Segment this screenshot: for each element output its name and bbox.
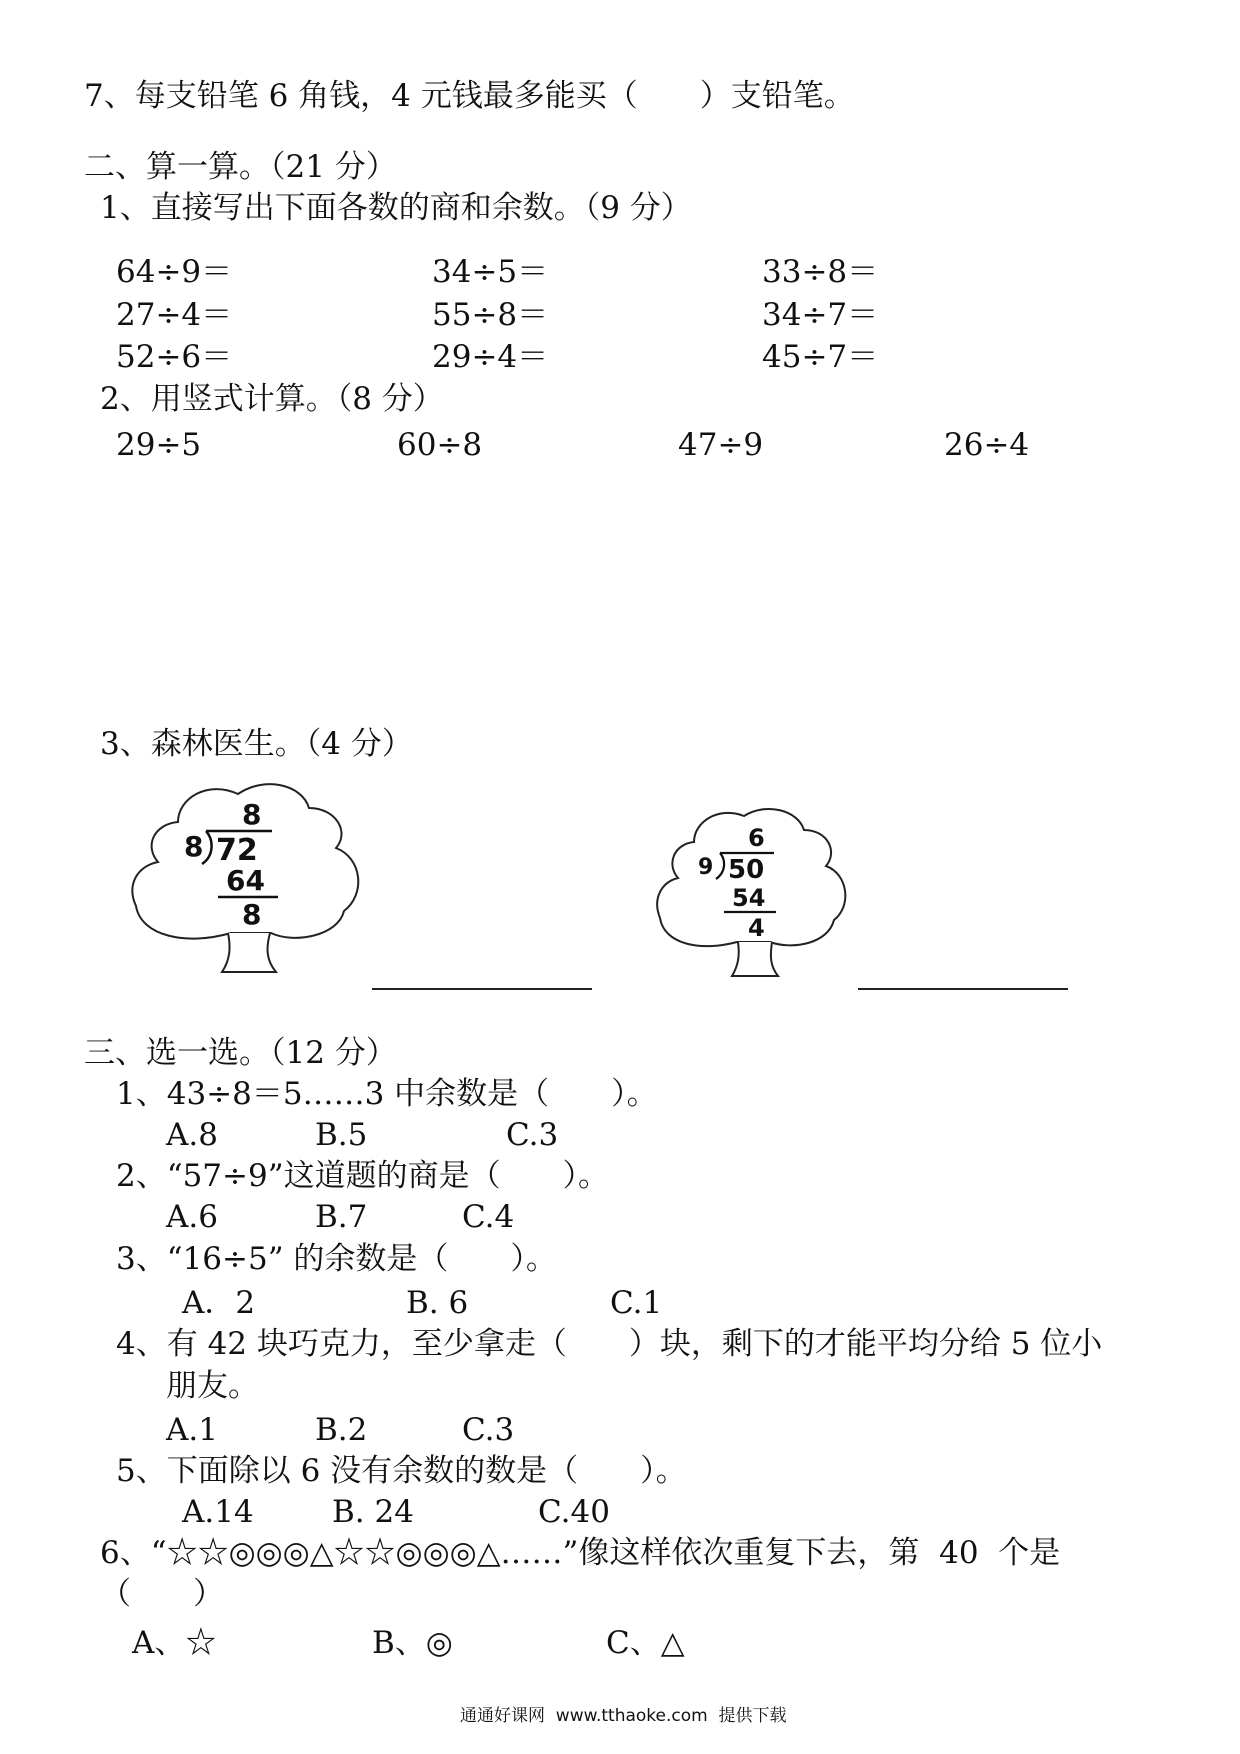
choice-q3-option-b: B. 6 [406, 1285, 469, 1321]
tree-2-dividend: 50 [728, 855, 765, 885]
tree-1-dividend: 72 [216, 833, 258, 868]
calc-r1-c2: 34÷5＝ [432, 254, 549, 290]
choice-q6-option-c: C、△ [606, 1625, 685, 1661]
tree-1-remainder: 8 [242, 898, 262, 931]
choice-q6-option-b: B、◎ [372, 1625, 453, 1661]
choice-q4: 4、有 42 块巧克力，至少拿走（ ）块，剩下的才能平均分给 5 位小 [116, 1326, 1103, 1362]
choice-q5-option-a: A.14 [182, 1494, 254, 1530]
choice-q3: 3、“16÷5” 的余数是（ ）。 [116, 1241, 557, 1277]
choice-q1-option-a: A.8 [166, 1117, 218, 1153]
calc-r3-c3: 45÷7＝ [762, 339, 879, 375]
part-3-title: 3、森林医生。（4 分） [100, 726, 413, 762]
vertical-calc-4: 26÷4 [944, 427, 1030, 463]
question-7: 7、每支铅笔 6 角钱，4 元钱最多能买（ ）支铅笔。 [84, 78, 855, 114]
choice-q2: 2、“57÷9”这道题的商是（ ）。 [116, 1158, 610, 1194]
choice-q1-option-b: B.5 [315, 1117, 368, 1153]
tree-2 [652, 802, 862, 982]
tree-1 [126, 776, 376, 976]
tree-1-quotient: 8 [242, 798, 262, 831]
choice-q3-option-c: C.1 [610, 1285, 663, 1321]
part-2-title: 2、用竖式计算。（8 分） [100, 381, 444, 417]
calc-r3-c1: 52÷6＝ [116, 339, 233, 375]
choice-q6-option-a: A、☆ [132, 1625, 217, 1661]
calc-r1-c3: 33÷8＝ [762, 254, 879, 290]
choice-q4-continued: 朋友。 [166, 1368, 259, 1404]
tree-1-trunk [222, 933, 276, 972]
calc-r3-c2: 29÷4＝ [432, 339, 549, 375]
choice-q4-option-b: B.2 [315, 1412, 368, 1448]
choice-q4-option-c: C.3 [462, 1412, 515, 1448]
part-1-title: 1、直接写出下面各数的商和余数。（9 分） [100, 190, 692, 226]
section-2-title: 二、算一算。（21 分） [84, 149, 397, 185]
calc-r1-c1: 64÷9＝ [116, 254, 233, 290]
choice-q5: 5、下面除以 6 没有余数的数是（ ）。 [116, 1453, 687, 1489]
tree-2-quotient: 6 [748, 824, 765, 852]
tree-2-remainder: 4 [748, 914, 765, 942]
choice-q2-option-b: B.7 [315, 1199, 368, 1235]
calc-r2-c1: 27÷4＝ [116, 297, 233, 333]
choice-q1-option-c: C.3 [506, 1117, 559, 1153]
choice-q2-option-a: A.6 [166, 1199, 218, 1235]
calc-r2-c2: 55÷8＝ [432, 297, 549, 333]
footer-text: 通通好课网 www.tthaoke.com 提供下载 [460, 1706, 787, 1726]
section-3-title: 三、选一选。（12 分） [84, 1035, 397, 1071]
choice-q3-option-a: A．2 [182, 1285, 256, 1321]
calc-r2-c3: 34÷7＝ [762, 297, 879, 333]
vertical-calc-3: 47÷9 [678, 427, 764, 463]
vertical-calc-1: 29÷5 [116, 427, 202, 463]
tree-1-divisor: 8 [184, 830, 204, 863]
tree-1-product: 64 [226, 864, 265, 897]
choice-q6-continued: （ ） [100, 1576, 224, 1612]
choice-q5-option-c: C.40 [538, 1494, 610, 1530]
tree-2-answer-line [858, 988, 1068, 990]
choice-q1: 1、43÷8＝5……3 中余数是（ ）。 [116, 1076, 658, 1112]
tree-1-answer-line [372, 988, 592, 990]
choice-q6: 6、“☆☆◎◎◎△☆☆◎◎◎△……”像这样依次重复下去，第 40 个是 [100, 1535, 1061, 1571]
tree-2-product: 54 [732, 884, 766, 912]
tree-2-trunk [732, 942, 778, 976]
choice-q5-option-b: B. 24 [332, 1494, 414, 1530]
tree-2-divisor: 9 [698, 855, 714, 880]
choice-q2-option-c: C.4 [462, 1199, 515, 1235]
vertical-calc-2: 60÷8 [397, 427, 483, 463]
choice-q4-option-a: A.1 [166, 1412, 218, 1448]
